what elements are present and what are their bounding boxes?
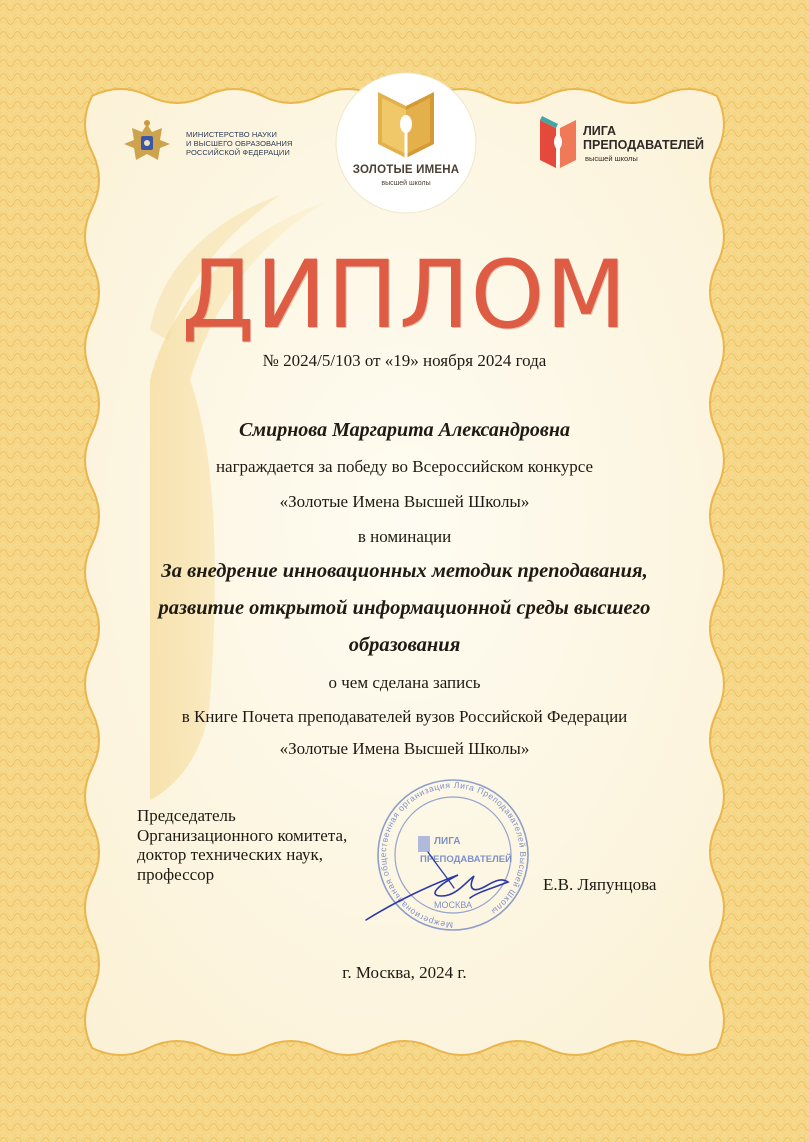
league-logo [538,114,708,172]
coat-of-arms-icon [118,118,176,168]
ministry-line: РОССИЙСКОЙ ФЕДЕРАЦИИ [186,148,290,157]
organization-stamp [358,772,548,937]
nomination-line: За внедрение инновационных методик преподавания, [161,560,648,582]
league-title-line2: ПРЕПОДАВАТЕЛЕЙ [583,138,705,152]
golden-names-subtitle: высшей школы [381,180,431,187]
diploma-title: ДИПЛОМ [181,241,628,350]
signatory-title-line: Председатель [137,806,236,825]
stamp-center-line2: ПРЕПОДАВАТЕЛЕЙ [420,854,512,865]
stamp-ring-text: Межрегиональная общественная организация Лига Преподавателей Высшей Школы [378,779,529,931]
stamp-center-line1: ЛИГА [434,836,461,847]
record-line: о чем сделана запись [328,673,481,692]
signatory-title [137,806,347,884]
nomination-line: образования [348,634,461,656]
diploma-number: № 2024/5/103 от «19» ноября 2024 года [262,351,547,370]
signatory-name: Е.В. Ляпунцова [543,875,657,894]
league-subtitle: высшей школы [585,154,638,163]
place-date: г. Москва, 2024 г. [342,963,467,982]
golden-names-title: ЗОЛОТЫЕ ИМЕНА [352,164,460,176]
league-title-line1: ЛИГА [583,124,617,138]
signatory-title-line: профессор [137,864,215,884]
ministry-line: МИНИСТЕРСТВО НАУКИ [186,130,277,139]
nomination-intro: в номинации [357,527,452,546]
nomination-line: развитие открытой информационной среды высшего [158,597,651,619]
signatory-title-line: Организационного комитета, [137,825,348,845]
book-name: «Золотые Имена Высшей Школы» [279,739,530,758]
book-line: в Книге Почета преподавателей вузов Российской Федерации [181,707,628,726]
signatory-title-line: доктор технических наук, [137,845,324,864]
ministry-logo [118,118,318,168]
recipient-name: Смирнова Маргарита Александровна [239,419,570,441]
golden-names-logo [334,72,478,214]
book-pen-icon [538,116,578,172]
contest-name: «Золотые Имена Высшей Школы» [279,492,530,511]
ministry-line: И ВЫСШЕГО ОБРАЗОВАНИЯ [186,139,293,148]
stamp-city: МОСКВА [434,900,472,910]
awarded-line: награждается за победу во Всероссийском конкурсе [215,457,594,476]
stamp-seal [358,772,548,932]
open-book-pen-icon [334,72,478,214]
